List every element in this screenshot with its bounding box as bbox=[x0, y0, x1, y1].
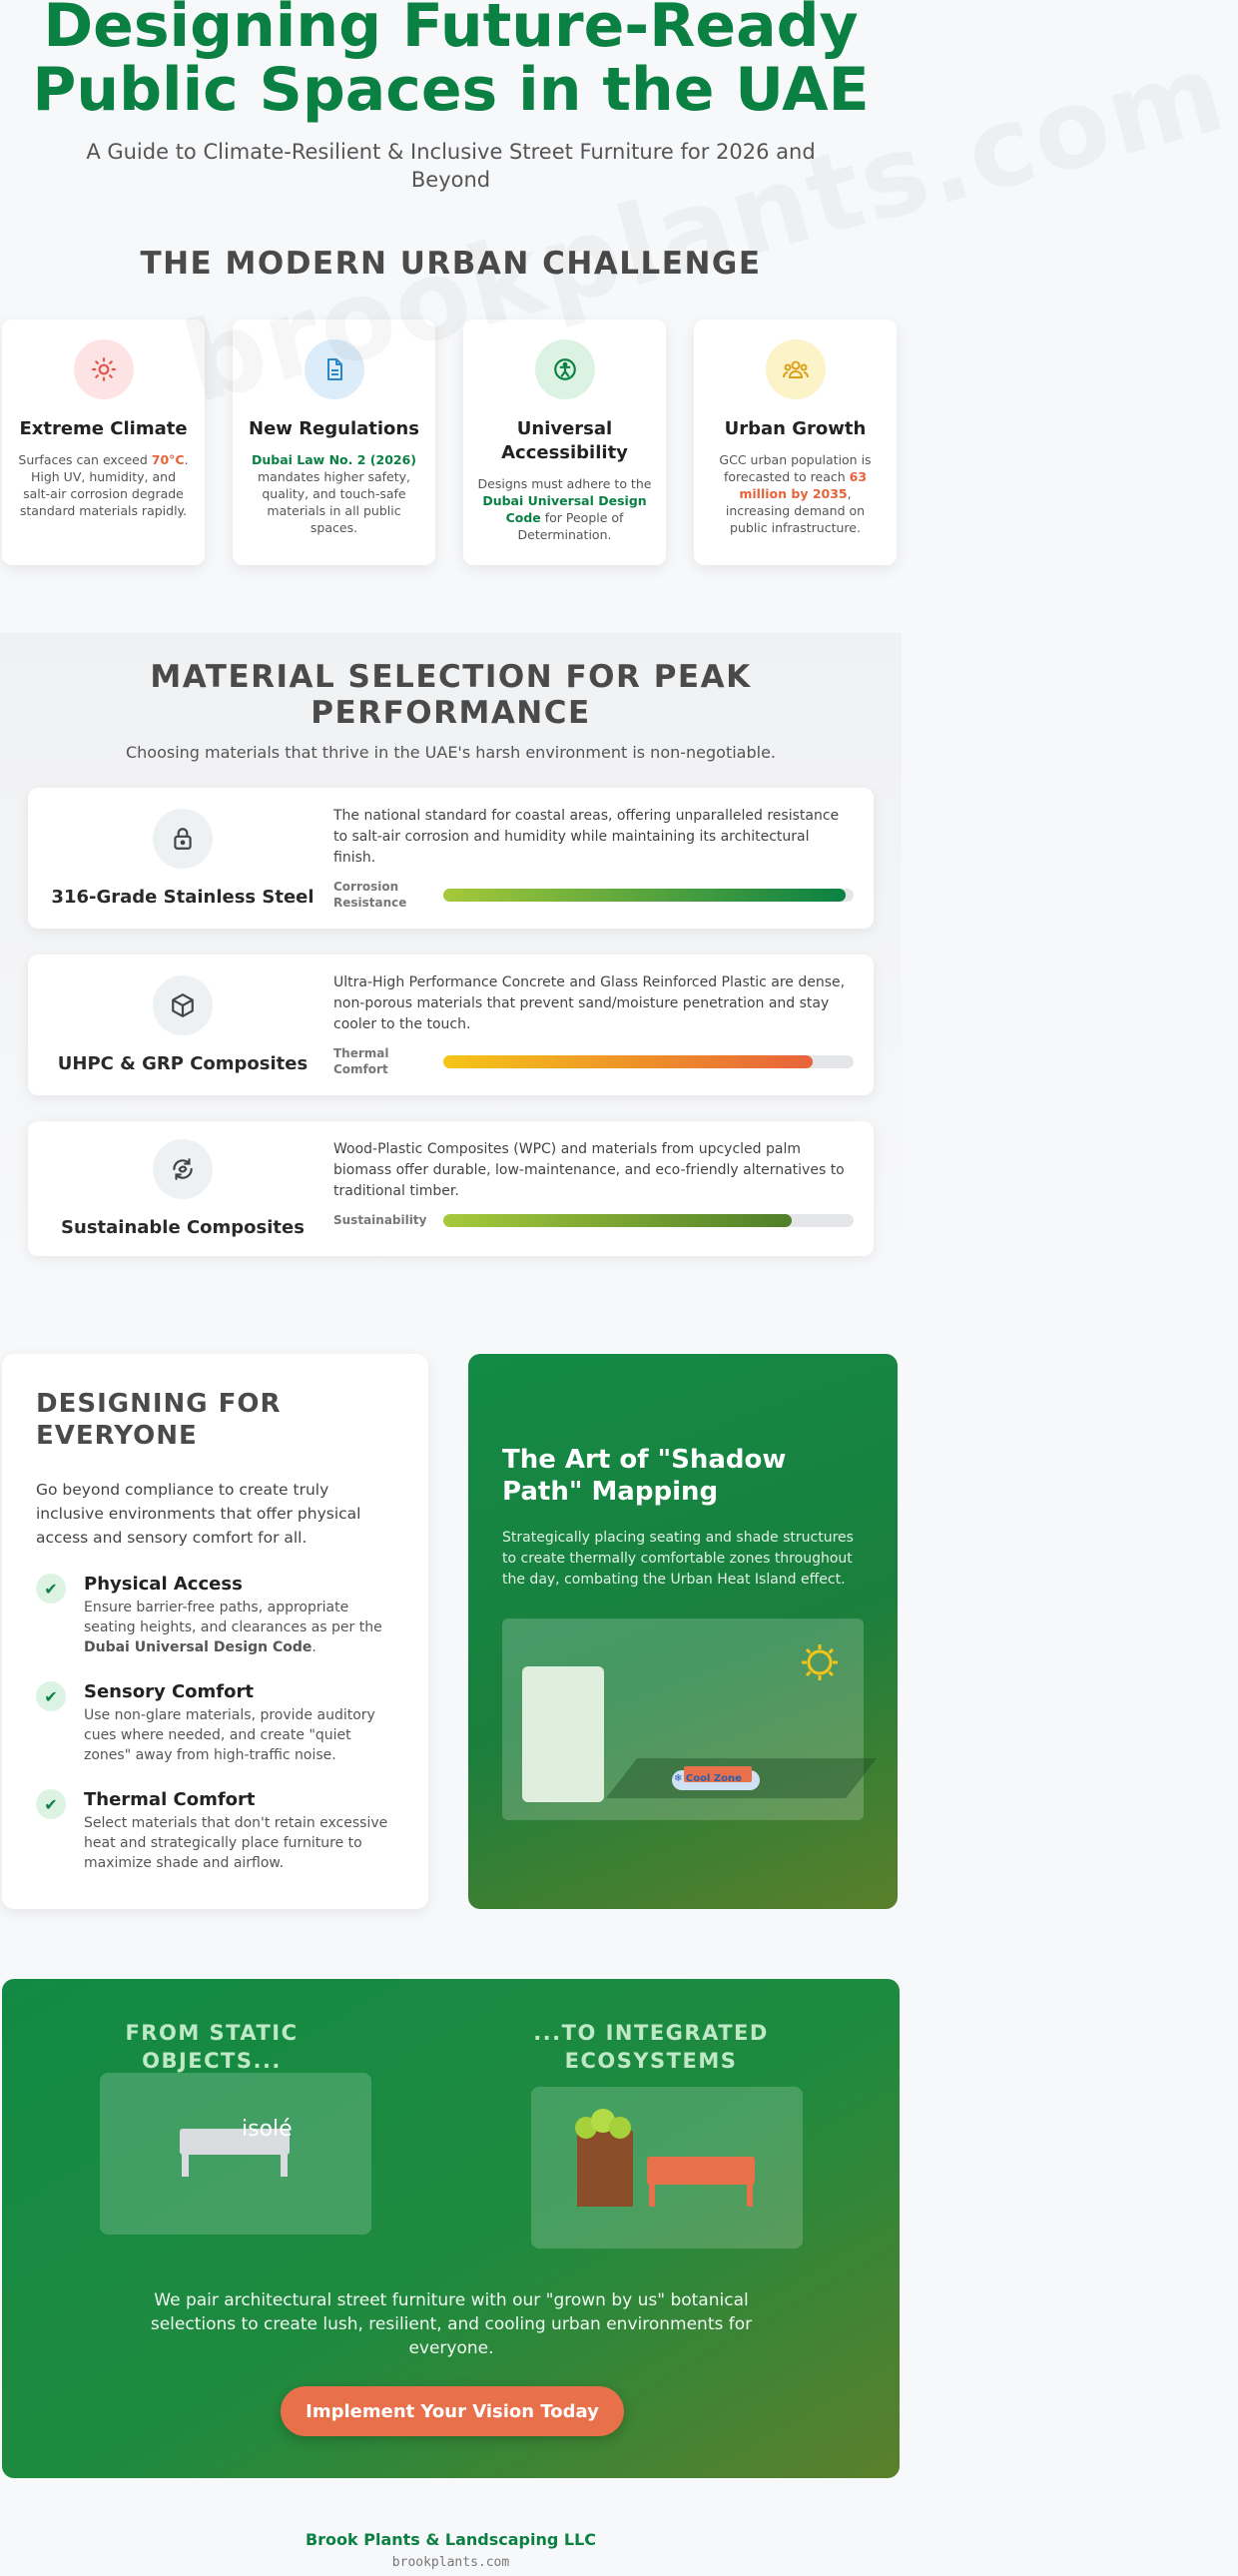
isolated-caption: isolé bbox=[242, 2117, 293, 2142]
hero bbox=[0, 0, 902, 194]
card-text: Surfaces can exceed 70°C. High UV, humidity, and salt-air corrosion degrade standard materials rapidly. bbox=[18, 452, 189, 518]
material-desc: Wood-Plastic Composites (WPC) and materials from upcycled palm biomass offer durable, low-maintenance, and eco-friendly alternatives to traditional timber. bbox=[333, 1141, 845, 1199]
metric-bar bbox=[443, 1055, 854, 1068]
card-title: New Regulations bbox=[249, 418, 419, 439]
ecosystems-panel bbox=[531, 2087, 803, 2249]
company-name: Brook Plants & Landscaping LLC bbox=[305, 2530, 597, 2549]
static-objects-title: FROM STATIC OBJECTS... bbox=[125, 2021, 299, 2073]
card-title: Universal Accessibility bbox=[501, 418, 628, 463]
material-card-sustainable bbox=[28, 1121, 874, 1256]
metric-bar bbox=[443, 889, 854, 902]
ecosystems-title: ...TO INTEGRATED ECOSYSTEMS bbox=[533, 2021, 769, 2073]
material-card-uhpc bbox=[28, 955, 874, 1095]
materials-intro: Choosing materials that thrive in the UAE's harsh environment is non-negotiable. bbox=[125, 743, 777, 762]
accessibility-icon bbox=[535, 339, 595, 399]
bench-leg bbox=[281, 2155, 288, 2177]
materials-title: MATERIAL SELECTION FOR PEAK PERFORMANCE bbox=[150, 659, 752, 731]
design-section bbox=[0, 1354, 902, 1909]
bench-leg bbox=[747, 2185, 753, 2207]
metric-bar bbox=[443, 1214, 854, 1227]
plant-foliage bbox=[609, 2117, 631, 2139]
card-title: Urban Growth bbox=[724, 418, 867, 439]
ecosystem-message: We pair architectural street furniture with our "grown by us" botanical selections to create lush, resilient, and cooling urban environments for everyone. bbox=[150, 2290, 753, 2358]
ecosystem-banner bbox=[2, 1979, 900, 2478]
everyone-card bbox=[2, 1354, 428, 1909]
bench-leg bbox=[649, 2185, 655, 2207]
lock-icon bbox=[153, 809, 213, 869]
check-icon: ✔ bbox=[36, 1681, 66, 1711]
sun-icon bbox=[800, 1642, 840, 1686]
feature-sensory-comfort bbox=[36, 1681, 394, 1765]
material-desc: The national standard for coastal areas, offering unparalleled resistance to salt-air corrosion and humidity while maintaining its architectural finish. bbox=[333, 808, 840, 866]
shadow-map-illustration bbox=[502, 1618, 864, 1820]
cube-icon bbox=[153, 975, 213, 1035]
challenge-card-climate bbox=[2, 320, 205, 565]
bench-leg bbox=[182, 2155, 189, 2177]
footer bbox=[0, 2530, 902, 2570]
people-icon bbox=[766, 339, 826, 399]
snowflake-icon: ❄ bbox=[674, 1773, 683, 1784]
bench-seat bbox=[647, 2157, 755, 2185]
check-icon: ✔ bbox=[36, 1574, 66, 1604]
feature-text: Ensure barrier-free paths, appropriate seating heights, and clearances as per the Dubai Universal Design Code. bbox=[84, 1600, 382, 1655]
card-text: GCC urban population is forecasted to reach 63 million by 2035, increasing demand on public infrastructure. bbox=[719, 452, 872, 535]
shadow-desc: Strategically placing seating and shade structures to create thermally comfortable zones throughout the day, combating the Urban Heat Island effect. bbox=[502, 1530, 854, 1588]
page-title bbox=[0, 0, 902, 125]
metric-label: Sustainability bbox=[333, 1213, 427, 1227]
feature-text: Use non-glare materials, provide auditory cues where needed, and create "quiet zones" away from high-traffic noise. bbox=[84, 1707, 375, 1763]
challenge-card-accessibility bbox=[463, 320, 666, 565]
feature-text: Select materials that don't retain excessive heat and strategically place furniture to maximize shade and airflow. bbox=[84, 1815, 388, 1871]
company-url[interactable]: brookplants.com bbox=[391, 2555, 510, 2570]
materials-section bbox=[0, 633, 902, 1296]
planter-box bbox=[577, 2131, 633, 2207]
challenge-title: THE MODERN URBAN CHALLENGE bbox=[140, 246, 762, 282]
feature-thermal-comfort bbox=[36, 1789, 394, 1873]
feature-physical-access bbox=[36, 1574, 394, 1657]
page-subtitle: A Guide to Climate-Resilient & Inclusive Street Furniture for 2026 and Beyond bbox=[86, 140, 816, 192]
sun-icon bbox=[74, 339, 134, 399]
material-name: UHPC & GRP Composites bbox=[57, 1053, 309, 1074]
shadow-path-card bbox=[468, 1354, 898, 1909]
implement-vision-button[interactable]: Implement Your Vision Today bbox=[281, 2386, 624, 2436]
card-text: Designs must adhere to the Dubai Universal Design Code for People of Determination. bbox=[477, 476, 652, 542]
feature-title: Physical Access bbox=[84, 1574, 243, 1595]
material-name: Sustainable Composites bbox=[61, 1217, 305, 1238]
card-text: Dubai Law No. 2 (2026) mandates higher safety, quality, and touch-safe materials in all public spaces. bbox=[251, 452, 416, 535]
feature-title: Sensory Comfort bbox=[84, 1681, 254, 1702]
title-line-1: Designing Future-Ready bbox=[43, 0, 859, 61]
card-title: Extreme Climate bbox=[19, 418, 188, 439]
material-card-steel bbox=[28, 788, 874, 929]
building-shape bbox=[522, 1666, 604, 1802]
everyone-title: DESIGNING FOR EVERYONE bbox=[36, 1389, 282, 1451]
everyone-lead: Go beyond compliance to create truly inclusive environments that offer physical access and sensory comfort for all. bbox=[36, 1481, 361, 1547]
material-name: 316-Grade Stainless Steel bbox=[51, 887, 314, 908]
metric-label: Corrosion Resistance bbox=[333, 880, 407, 910]
challenge-card-growth bbox=[694, 320, 897, 565]
metric-label: Thermal Comfort bbox=[333, 1046, 389, 1076]
title-line-2: Public Spaces in the UAE bbox=[32, 55, 870, 125]
feature-title: Thermal Comfort bbox=[84, 1789, 256, 1810]
material-desc: Ultra-High Performance Concrete and Glass Reinforced Plastic are dense, non-porous materials that prevent sand/moisture penetration and stay cooler to the touch. bbox=[333, 974, 846, 1032]
check-icon: ✔ bbox=[36, 1789, 66, 1819]
shadow-title: The Art of "Shadow Path" Mapping bbox=[502, 1445, 787, 1507]
static-objects-panel bbox=[100, 2073, 371, 2235]
recycle-icon bbox=[153, 1139, 213, 1199]
cool-zone-label: ❄ Cool Zone bbox=[674, 1773, 742, 1784]
